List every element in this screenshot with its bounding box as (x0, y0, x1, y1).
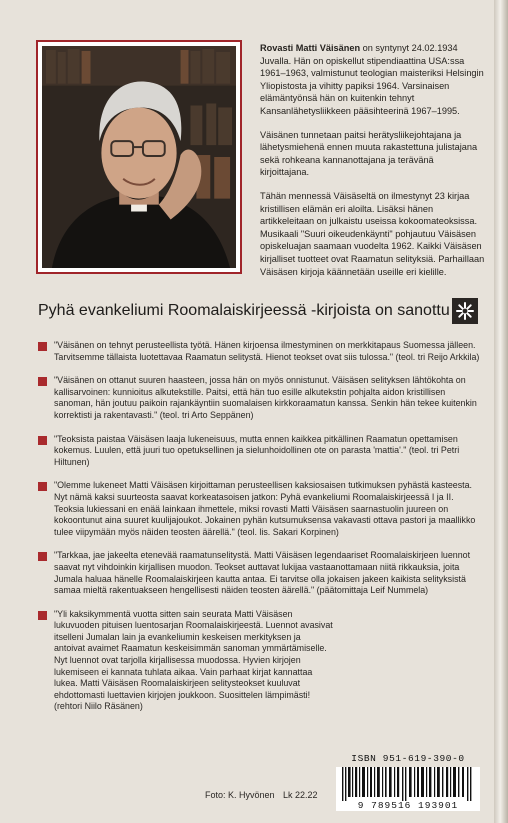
review-quote (38, 375, 484, 421)
author-name: Rovasti Matti Väisänen (260, 43, 361, 53)
reviews-heading: Pyhä evankeliumi Roomalaiskirjeessä -kirjoista on sanottu (38, 302, 450, 319)
review-quote-text: "Olemme lukeneet Matti Väisäsen kirjoittaman perusteellisen kaksiosaisen tutkimuksen pyhästä kasteesta. Nyt nämä kaksi suurteosta saavat korkeatasoisen jatkon: Pyhä evankeliumi Roomalaiskirjeessä I ja II. Teoksia lukiessani en enää lainkaan ihmettele, miksi rovasti Matti Väisäsen saarnastuolin juureen on kokoontunut aina suuret kuulijajoukot. Jokainen pyhän kutsumuksensa vakavasti ottava pastori ja maallikko tulee viipymään myös näiden teosten äärellä." (teol. lis. Sakari Korpinen) (54, 480, 476, 537)
review-quote-text: "Väisänen on ottanut suuren haasteen, jossa hän on myös onnistunut. Väisäsen selityksen lähtökohta on kallisarvoinen: kunnioitus alkutekstille. Paitsi, että hän tuo esille alkutekstin pohjalta aidon kristillisen sanoman, hän joutuu paikoin rajankäyntiin suomalaisen kirkkoraamatun kanssa. Senkin hän tekee kuitenkin korrektisti ja rakentavasti." (teol. tri Arto Seppänen) (54, 375, 477, 420)
isbn-label: ISBN 951-619-390-0 (351, 753, 465, 764)
reviews-heading-row (38, 298, 478, 324)
barcode (336, 767, 480, 811)
bio-paragraph-1-text: on syntynyt 24.02.1934 Juvalla. Hän on opiskellut stipendiaattina USA:ssa 1961–1963, valmistunut teologian maisteriksi Helsingin Yliopistosta ja vihitty papiksi 1964. Varsinaisen elämäntyönsä hän on kuitenkin tehnyt Kansanlähetysliikkeen pääsihteerinä 1967–1995. (260, 43, 484, 116)
bio-paragraph-1 (260, 42, 485, 118)
review-quote-text: "Teoksista paistaa Väisäsen laaja lukeneisuus, mutta ennen kaikkea pitkällinen Raamatun opettamisen kokemus. Luulen, että juuri tuo opetuksellinen ja sielunhoidollinen ote on parasta 'mattia'." (teol. tri Petri Hiltunen) (54, 433, 460, 467)
author-photo (42, 46, 236, 268)
review-quote (38, 550, 484, 596)
square-bullet-icon (38, 342, 47, 351)
author-biography (260, 42, 485, 289)
barcode-bars-icon (336, 767, 480, 801)
review-quote (38, 434, 484, 469)
bio-paragraph-2: Väisänen tunnetaan paitsi herätysliikejohtajana ja lähetysmiehenä ennen muuta rakastettuna julistajana sekä rohkeana kannanottajana ja terävänä kirjoittajana. (260, 129, 478, 178)
square-bullet-icon (38, 552, 47, 561)
review-quote-text: "Yli kaksikymmentä vuotta sitten sain seurata Matti Väisäsen lukuvuoden pituisen luentosarjan Roomalaiskirjeestä. Luennot avasivat itselleni Jumalan lain ja evankeliumin keskeisen merkityksen ja antoivat avaimet Raamatun keskeisimmän sanoman ymmärtämiselle. Nyt luennot ovat tarjolla kirjallisessa muodossa. Hyvien kirjojen lukemiseen ei kannata tuhlata aikaa. Vain parhaat kirjat kannattaa lukea. Matti Väisäsen Roomalaiskirjeen selitysteokset kuuluvat ehdottomasti luettavien kirjojen joukkoon. Suosittelen lämpimästi! (rehtori Niilo Räsänen) (54, 608, 333, 712)
photo-credit: Foto: K. Hyvönen (205, 790, 275, 800)
review-quote (38, 480, 484, 538)
bio-paragraph-3: Tähän mennessä Väisäseltä on ilmestynyt 23 kirjaa kristillisen elämän eri aloilta. Lisäksi hänen artikkeleitaan on julkaistu useissa kokoomateoksissa. Musikaali "Suuri oikeudenkäynti" pohjautuu Väisäsen opiskeluajan saamaan vuodelta 1962. Kaikki Väisäsen kirjalliset tuotteet ovat Raamatun selityksiä. Parhaillaan Väisäsen kirjoja käännetään useille eri kielille. (260, 190, 485, 277)
square-bullet-icon (38, 482, 47, 491)
square-bullet-icon (38, 611, 47, 620)
review-quote (38, 609, 484, 713)
isbn-block (336, 753, 480, 811)
author-photo-frame (36, 40, 242, 274)
barcode-number: 9 789516 193901 (357, 800, 459, 811)
review-quote-text: "Tarkkaa, jae jakeelta etenevää raamatunselitystä. Matti Väisäsen legendaariset Roomalaiskirjeen luennot saavat nyt vihdoinkin kirjallisen muodon. Teokset auttavat lukijaa vastaanottamaan niitä rikkauksia, joita Jumala haluaa hänelle Roomalaiskirjeen kautta antaa. Ei tarvitse olla jokaisen jakeen kaikista selityksistä samaa mieltä rakentuakseen hengellisesti näiden teosten äärellä." (päätomittaja Leif Nummela) (54, 550, 471, 596)
ornament-star-icon (452, 298, 478, 324)
library-code: Lk 22.22 (283, 790, 318, 800)
book-spine-edge (494, 0, 508, 823)
square-bullet-icon (38, 436, 47, 445)
review-quote (38, 340, 484, 363)
review-quote-text: "Väisänen on tehnyt perusteellista työtä. Hänen kirjoensa ilmestyminen on merkkitapaus Suomessa jälleen. Tarvitsemme tällaista luotettavaa Raamatun selitystä. Hienot teokset ovat siis tulossa." (teol. tri Reijo Arkkila) (54, 340, 480, 362)
review-quotes-list (38, 340, 484, 725)
square-bullet-icon (38, 377, 47, 386)
